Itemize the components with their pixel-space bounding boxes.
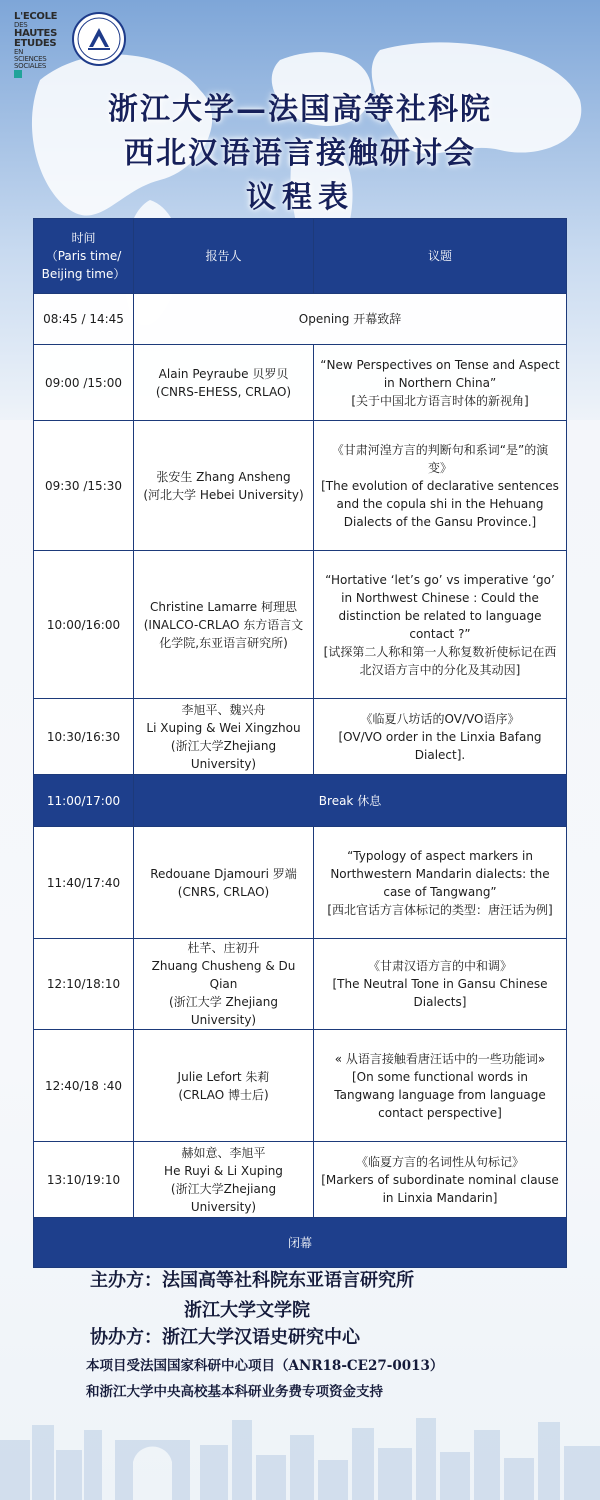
header-topic: 议题 — [314, 219, 567, 294]
ehess-logo-text: SOCIALES — [14, 62, 47, 70]
ehess-logo-text: DES — [14, 21, 28, 29]
table-row — [34, 939, 567, 1030]
cell-speaker: 李旭平、魏兴舟 Li Xuping & Wei Xingzhou (浙江大学Zhejiang University) — [134, 699, 314, 775]
cell-speaker: 张安生 Zhang Ansheng (河北大学 Hebei University) — [134, 421, 314, 551]
ehess-logo-text: HAUTES — [14, 28, 57, 39]
cell-time: 08:45 / 14:45 — [34, 294, 134, 345]
funding-line-2: 和浙江大学中央高校基本科研业务费专项资金支持 — [86, 1384, 383, 1400]
ehess-logo-mark — [14, 70, 22, 78]
cell-speaker: 赫如意、李旭平 He Ruyi & Li Xuping (浙江大学Zhejiang University) — [134, 1142, 314, 1218]
cell-speaker: Christine Lamarre 柯理思 (INALCO-CRLAO 东方语言文化学院,东亚语言研究所) — [134, 551, 314, 699]
table-row — [34, 421, 567, 551]
cell-speaker: Alain Peyraube 贝罗贝 (CNRS-EHESS, CRLAO) — [134, 345, 314, 421]
cell-time: 10:30/16:30 — [34, 699, 134, 775]
table-row — [34, 827, 567, 939]
ehess-logo-text: ETUDES — [14, 38, 57, 49]
cell-span-all: 闭幕 — [34, 1218, 567, 1268]
cell-topic: 《临夏八坊话的OV/VO语序》 [OV/VO order in the Linxia Bafang Dialect]. — [314, 699, 567, 775]
city-skyline-decoration — [0, 1400, 600, 1500]
cell-topic: « 从语言接触看唐汪话中的一些功能词» [On some functional words in Tangwang language from language contact perspective] — [314, 1030, 567, 1142]
title-line-2: 西北汉语语言接触研讨会 — [124, 136, 476, 171]
table-row — [34, 1030, 567, 1142]
table-row — [34, 1142, 567, 1218]
agenda-table — [33, 218, 567, 1268]
cell-topic: 《甘肃河湟方言的判断句和系词“是”的演变》 [The evolution of declarative sentences and the copula shi in the Hehuang Dialects of the Gansu Province.] — [314, 421, 567, 551]
co-organizer-line: 协办方：浙江大学汉语史研究中心 — [90, 1327, 360, 1348]
table-row — [34, 345, 567, 421]
ehess-logo-text: SCIENCES — [14, 55, 47, 63]
title-line-1: 浙江大学—法国高等社科院 — [108, 92, 492, 127]
cell-span: Break 休息 — [134, 775, 567, 827]
table-row-break — [34, 775, 567, 827]
cell-topic: “Typology of aspect markers in Northwestern Mandarin dialects: the case of Tangwang” [西北官话方言体标记的类型：唐汪话为例] — [314, 827, 567, 939]
funding-line-1: 本项目受法国国家科研中心项目（ANR18-CE27-0013） — [86, 1358, 444, 1374]
table-row-closing — [34, 1218, 567, 1268]
cell-speaker: Redouane Djamouri 罗端 (CNRS, CRLAO) — [134, 827, 314, 939]
cell-speaker: 杜芊、庄初升 Zhuang Chusheng & Du Qian (浙江大学 Zhejiang University) — [134, 939, 314, 1030]
logos — [14, 12, 126, 70]
header-speaker: 报告人 — [134, 219, 314, 294]
cell-time: 09:00 /15:00 — [34, 345, 134, 421]
ehess-logo-text: L'ECOLE — [14, 11, 58, 22]
table-row — [34, 294, 567, 345]
cell-topic: “Hortative ‘let’s go’ vs imperative ‘go’ in Northwest Chinese : Could the distinction be related to language contact ?” [试探第二人称和第一人称复数祈使标记在西北汉语方言中的分化及其动因] — [314, 551, 567, 699]
cell-time: 10:00/16:00 — [34, 551, 134, 699]
zju-seal-logo — [72, 12, 126, 66]
cell-time: 12:10/18:10 — [34, 939, 134, 1030]
table-row — [34, 699, 567, 775]
cell-time: 11:00/17:00 — [34, 775, 134, 827]
ehess-logo — [14, 12, 66, 70]
ehess-logo-text: EN — [14, 48, 24, 56]
organizer-line: 主办方：法国高等社科院东亚语言研究所 — [90, 1270, 414, 1291]
organizer-line-2: 浙江大学文学院 — [184, 1300, 310, 1321]
header-time: 时间 （Paris time/ Beijing time） — [34, 219, 134, 294]
table-row — [34, 551, 567, 699]
cell-time: 11:40/17:40 — [34, 827, 134, 939]
cell-time: 09:30 /15:30 — [34, 421, 134, 551]
table-header-row — [34, 219, 567, 294]
cell-topic: 《临夏方言的名词性从句标记》 [Markers of subordinate nominal clause in Linxia Mandarin] — [314, 1142, 567, 1218]
cell-span: Opening 开幕致辞 — [134, 294, 567, 345]
cell-topic: 《甘肃汉语方言的中和调》 [The Neutral Tone in Gansu Chinese Dialects] — [314, 939, 567, 1030]
title-line-3: 议程表 — [246, 180, 354, 215]
cell-speaker: Julie Lefort 朱莉 (CRLAO 博士后) — [134, 1030, 314, 1142]
cell-time: 12:40/18 :40 — [34, 1030, 134, 1142]
cell-topic: “New Perspectives on Tense and Aspect in Northern China” [关于中国北方语言时体的新视角] — [314, 345, 567, 421]
cell-time: 13:10/19:10 — [34, 1142, 134, 1218]
